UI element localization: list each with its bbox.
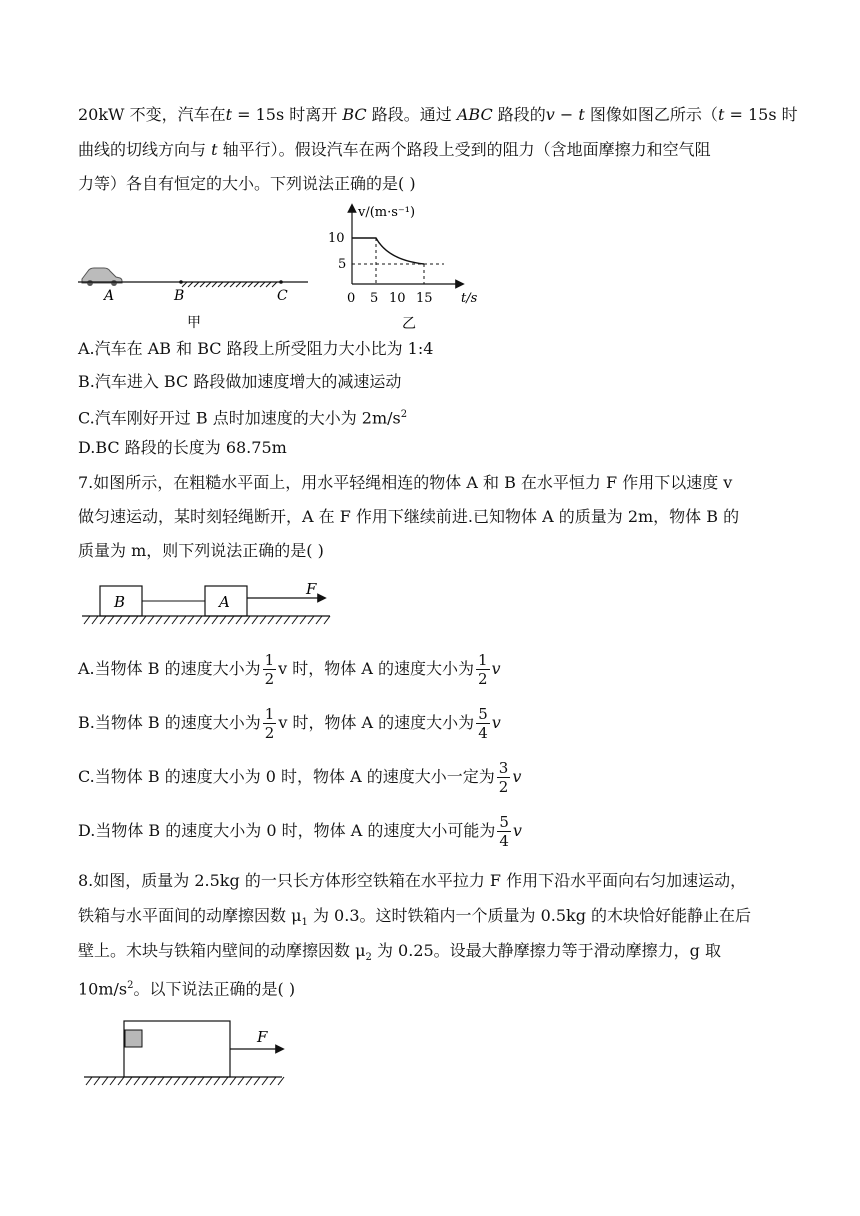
q6-text: 轴平行）。假设汽车在两个路段上受到的阻力（含地面摩擦力和空气阻 [217,140,711,159]
caption-jia: 甲 [187,315,201,331]
car-icon [82,268,122,286]
fraction-den: 4 [499,832,509,850]
y-axis-label: v/(m·s⁻¹) [358,205,416,220]
label-b: B [174,288,185,304]
q6-option-a: A.汽车在 AB 和 BC 路段上所受阻力大小比为 1:4 [78,339,434,358]
fraction-num: 5 [499,813,509,831]
tick-x-15: 15 [416,291,433,306]
q8-text: 铁箱与水平面间的动摩擦因数 μ [78,906,302,925]
q7-option-d-var: v [512,821,522,840]
fraction [476,651,490,688]
q6-text: 曲线的切线方向与 [78,140,212,159]
q6-text: 图像如图乙所示（ [584,105,718,124]
q8-sub: 2 [365,952,372,964]
q6-figure-jia [70,255,320,335]
q6-var-abc: ABC [456,105,493,124]
ground-hatch [84,616,330,624]
q8-line-2 [78,905,751,934]
q6-var-bc: BC [342,105,367,124]
q7-option-d [78,810,522,852]
label-a: A [219,593,230,611]
point-b [179,280,183,284]
q6-text: = 15s 时 [724,105,798,124]
vt-curve [352,238,424,264]
fraction-den: 2 [477,670,488,688]
label-a: A [104,288,115,304]
q7-option-a-text: v 时，物体 A 的速度大小为 [278,659,474,678]
q7-option-b [78,702,501,744]
q7-option-a-text: A.当物体 B 的速度大小为 [78,659,261,678]
q6-var-t: t [211,140,218,159]
q6-var-t: t [717,105,725,124]
q8-line-3 [78,940,721,969]
label-b: B [114,593,126,611]
tick-y-5: 5 [338,257,347,272]
fraction [263,651,277,688]
q8-line-1: 8.如图，质量为 2.5kg 的一只长方体形空铁箱在水平拉力 F 作用下沿水平面向右匀加速运动， [78,871,747,890]
q7-option-a-var: v [491,659,501,678]
q7-option-b-var: v [491,713,501,732]
q6-option-d: D.BC 路段的长度为 68.75m [78,438,287,457]
point-c [279,280,283,284]
q7-line-1: 7.如图所示，在粗糙水平面上，用水平轻绳相连的物体 A 和 B 在水平恒力 F 作用下以速度 v [78,473,733,492]
q6-var-t: t [225,105,233,124]
fraction [476,705,490,742]
fraction [497,759,511,796]
fraction [497,813,511,850]
fraction-num: 1 [477,651,488,669]
label-c: C [277,288,288,304]
q7-option-c [78,756,521,798]
label-f: F [306,580,317,598]
q6-text: 路段。通过 [366,105,457,124]
q8-sub: 1 [301,917,308,929]
fraction-num: 3 [498,759,509,777]
q8-text: 壁上。木块与铁箱内壁间的动摩擦因数 μ [78,941,366,960]
tick-x-10: 10 [389,291,406,306]
q7-figure [80,580,340,635]
q6-text: = 15s 时离开 [232,105,343,124]
q8-text: 为 0.3。这时铁箱内一个质量为 0.5kg 的木块恰好能静止在后 [307,906,752,925]
q6-option-b: B.汽车进入 BC 路段做加速度增大的减速运动 [78,372,402,391]
fraction-num: 5 [478,705,488,723]
q8-text: 。以下说法正确的是( ) [133,979,296,999]
fraction [263,705,277,742]
q6-text: 路段的 [492,105,546,124]
q6-line-3: 力等）各自有恒定的大小。下列说法正确的是( ) [78,174,416,193]
q7-option-c-text: C.当物体 B 的速度大小为 0 时，物体 A 的速度大小一定为 [78,767,495,786]
q8-figure [82,1018,292,1088]
q6-line-1 [78,104,798,126]
q8-text: 为 0.25。设最大静摩擦力等于滑动摩擦力，g 取 [371,941,722,960]
tick-x-0: 0 [347,291,356,306]
q6-text: 20kW 不变，汽车在 [78,105,226,124]
q7-line-3: 质量为 m，则下列说法正确的是( ) [78,541,324,560]
q8-text: 10m/s [78,979,128,999]
q6-var-vt: v − t [545,105,585,124]
x-axis-label: t/s [461,291,478,306]
q6-option-c-text: C.汽车刚好开过 B 点时加速度的大小为 2m/s [78,408,401,428]
fraction-den: 2 [498,778,509,796]
q7-option-c-var: v [512,767,522,786]
iron-box [124,1021,230,1077]
q7-option-b-text: v 时，物体 A 的速度大小为 [278,713,475,732]
caption-yi: 乙 [402,316,416,332]
tick-x-5: 5 [370,291,379,306]
fraction-num: 1 [264,651,275,669]
fraction-den: 4 [478,724,488,742]
q6-option-c-sup: 2 [400,409,408,420]
fraction-num: 1 [264,705,275,723]
fraction-den: 2 [264,724,275,742]
q7-option-a [78,648,501,690]
q7-line-2: 做匀速运动，某时刻轻绳断开，A 在 F 作用下继续前进.已知物体 A 的质量为 2m，物体 B 的 [78,507,740,526]
q6-line-2 [78,139,711,161]
q7-option-d-text: D.当物体 B 的速度大小为 0 时，物体 A 的速度大小可能为 [78,821,496,840]
q7-option-b-text: B.当物体 B 的速度大小为 [78,713,261,732]
ground-hatch [86,1077,284,1085]
q6-figure-yi [322,198,492,333]
wood-block [125,1030,142,1047]
label-f: F [257,1028,268,1046]
fraction-den: 2 [264,670,275,688]
rough-segment [182,282,277,287]
q8-line-4 [78,975,295,1000]
q8-sup: 2 [127,980,134,991]
q6-option-c [78,404,407,429]
tick-y-10: 10 [328,231,345,246]
